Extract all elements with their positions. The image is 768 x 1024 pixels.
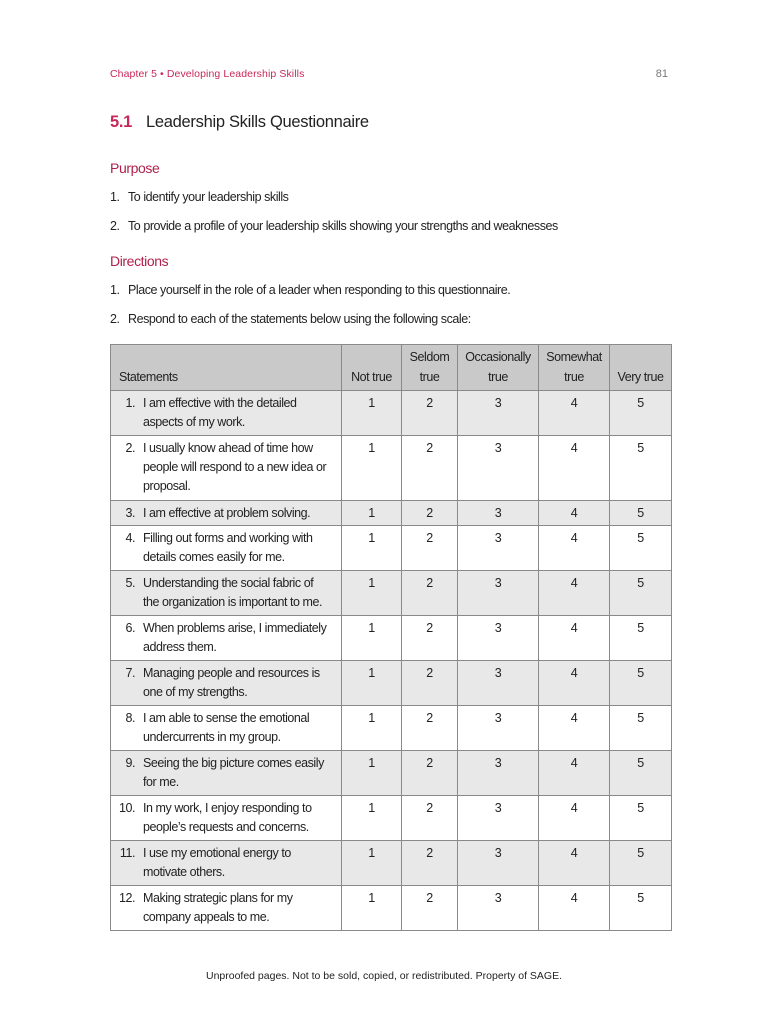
header-line: Seldom [409,350,450,364]
statement-number: 6. [125,621,135,635]
score-somewhat-true: 4 [539,391,610,436]
table-header-row [111,345,672,391]
score-very-true: 5 [610,751,672,796]
statement-text [143,799,312,837]
statement-cell [111,616,342,661]
statement [119,664,337,702]
list-text: Respond to each of the statements below using the following scale: [128,312,471,326]
statement-line: In my work, I enjoy responding to [143,801,312,815]
statement-cell [111,526,342,571]
statement-line: people’s requests and concerns. [143,820,309,834]
score-somewhat-true: 4 [539,841,610,886]
score-very-true: 5 [610,501,672,526]
section-title-text: Leadership Skills Questionnaire [146,113,369,131]
purpose-item-2 [110,219,558,233]
score-occasionally-true: 3 [458,751,539,796]
statement-line: address them. [143,640,217,654]
statement-line: aspects of my work. [143,415,245,429]
statement-number: 8. [125,711,135,725]
statement-number: 11. [119,846,135,860]
statement-cell [111,661,342,706]
score-somewhat-true: 4 [539,571,610,616]
statement-text [143,664,320,702]
statement-number: 5. [125,576,135,590]
header-line: Somewhat [546,350,602,364]
score-occasionally-true: 3 [458,501,539,526]
header-somewhat-true [539,345,610,391]
statement-line: company appeals to me. [143,910,270,924]
directions-item-1 [110,283,510,297]
statement [119,394,337,432]
list-text: To identify your leadership skills [128,190,289,204]
score-occasionally-true: 3 [458,661,539,706]
score-very-true: 5 [610,526,672,571]
statement-line: proposal. [143,479,191,493]
score-very-true: 5 [610,571,672,616]
section-number: 5.1 [110,113,133,131]
statement-number: 1. [125,396,135,410]
statement-line: I use my emotional energy to [143,846,291,860]
purpose-item-1 [110,190,288,204]
statement-cell [111,571,342,616]
header-seldom-true [402,345,458,391]
score-not-true: 1 [342,391,402,436]
statement-line: undercurrents in my group. [143,730,281,744]
table-row [111,751,672,796]
score-somewhat-true: 4 [539,526,610,571]
score-not-true: 1 [342,751,402,796]
table-row [111,886,672,931]
table-row [111,706,672,751]
statement-text [143,394,297,432]
statement-number: 2. [125,441,135,455]
list-number: 2. [110,312,120,326]
header-statements: Statements [111,345,342,391]
statement [119,889,337,927]
table-row [111,841,672,886]
statement-line: Understanding the social fabric of [143,576,314,590]
score-not-true: 1 [342,571,402,616]
score-somewhat-true: 4 [539,661,610,706]
statement-text [143,574,322,612]
statement-line: I usually know ahead of time how [143,441,313,455]
score-occasionally-true: 3 [458,436,539,501]
table-row [111,661,672,706]
statement-cell [111,391,342,436]
statement-cell [111,886,342,931]
score-not-true: 1 [342,796,402,841]
section-title [110,113,369,132]
table-row [111,391,672,436]
score-somewhat-true: 4 [539,796,610,841]
statement-text [143,889,293,927]
statement-line: Making strategic plans for my [143,891,293,905]
score-occasionally-true: 3 [458,616,539,661]
score-very-true: 5 [610,436,672,501]
statement [119,799,337,837]
score-seldom-true: 2 [402,526,458,571]
statement-text [143,754,324,792]
score-occasionally-true: 3 [458,571,539,616]
statement [119,529,337,567]
statement [119,844,337,882]
statement-number: 10. [119,801,136,815]
score-seldom-true: 2 [402,436,458,501]
directions-heading: Directions [110,253,169,269]
header-occasionally-true [458,345,539,391]
score-seldom-true: 2 [402,616,458,661]
score-somewhat-true: 4 [539,616,610,661]
score-very-true: 5 [610,841,672,886]
score-very-true: 5 [610,391,672,436]
table-row [111,571,672,616]
score-not-true: 1 [342,661,402,706]
score-not-true: 1 [342,616,402,661]
statement [119,504,337,523]
statement-line: I am effective with the detailed [143,396,297,410]
score-occasionally-true: 3 [458,841,539,886]
statement-cell [111,436,342,501]
statement-number: 3. [125,506,135,520]
statement-line: Seeing the big picture comes easily [143,756,324,770]
list-text: Place yourself in the role of a leader when responding to this questionnaire. [128,283,511,297]
score-seldom-true: 2 [402,751,458,796]
running-header-chapter: Chapter 5 • Developing Leadership Skills [110,68,305,80]
directions-item-2 [110,312,471,326]
statement-number: 12. [119,891,136,905]
footer-notice: Unproofed pages. Not to be sold, copied, or redistributed. Property of SAGE. [205,970,563,982]
statement-line: motivate others. [143,865,225,879]
score-occasionally-true: 3 [458,706,539,751]
score-seldom-true: 2 [402,886,458,931]
score-occasionally-true: 3 [458,526,539,571]
statement-line: for me. [143,775,179,789]
purpose-heading: Purpose [110,160,160,176]
score-seldom-true: 2 [402,796,458,841]
statement-line: the organization is important to me. [143,595,323,609]
statement-line: When problems arise, I immediately [143,621,327,635]
score-somewhat-true: 4 [539,706,610,751]
header-line: true [488,370,508,384]
statement-text [143,709,309,747]
statement-line: people will respond to a new idea or [143,460,327,474]
header-not-true: Not true [342,345,402,391]
statement-line: Managing people and resources is [143,666,320,680]
table-row [111,436,672,501]
score-somewhat-true: 4 [539,501,610,526]
score-not-true: 1 [342,841,402,886]
statement-text [143,529,313,567]
statement-line: one of my strengths. [143,685,248,699]
score-somewhat-true: 4 [539,886,610,931]
table-row [111,616,672,661]
score-very-true: 5 [610,661,672,706]
questionnaire-body [111,391,672,931]
statement-cell [111,706,342,751]
statement [119,439,337,496]
score-seldom-true: 2 [402,571,458,616]
table-row [111,526,672,571]
score-seldom-true: 2 [402,661,458,706]
statement-line: I am able to sense the emotional [143,711,310,725]
statement-cell [111,841,342,886]
table-row [111,796,672,841]
score-occasionally-true: 3 [458,796,539,841]
table-row [111,501,672,526]
header-very-true: Very true [610,345,672,391]
statement-number: 4. [125,531,135,545]
statement-text [143,504,310,523]
score-not-true: 1 [342,501,402,526]
statement-cell [111,796,342,841]
score-somewhat-true: 4 [539,751,610,796]
header-line: Occasionally [465,350,531,364]
list-number: 2. [110,219,120,233]
score-very-true: 5 [610,616,672,661]
score-not-true: 1 [342,436,402,501]
score-seldom-true: 2 [402,706,458,751]
header-line: true [564,370,584,384]
statement [119,574,337,612]
statement-number: 7. [125,666,135,680]
questionnaire-table [110,344,672,931]
statement-text [143,619,326,657]
header-line: true [419,370,440,384]
score-not-true: 1 [342,526,402,571]
statement-line: I am effective at problem solving. [143,506,311,520]
score-very-true: 5 [610,886,672,931]
score-very-true: 5 [610,706,672,751]
score-seldom-true: 2 [402,841,458,886]
list-number: 1. [110,190,120,204]
page-number: 81 [655,68,668,80]
score-not-true: 1 [342,706,402,751]
statement [119,619,337,657]
statement-line: Filling out forms and working with [143,531,313,545]
score-occasionally-true: 3 [458,391,539,436]
score-seldom-true: 2 [402,391,458,436]
statement-cell [111,751,342,796]
statement-cell [111,501,342,526]
statement [119,754,337,792]
statement-line: details comes easily for me. [143,550,285,564]
score-seldom-true: 2 [402,501,458,526]
statement-text [143,844,291,882]
score-somewhat-true: 4 [539,436,610,501]
score-occasionally-true: 3 [458,886,539,931]
statement-text [143,439,326,496]
list-text: To provide a profile of your leadership skills showing your strengths and weaknesses [128,219,558,233]
statement-number: 9. [125,756,135,770]
score-not-true: 1 [342,886,402,931]
score-very-true: 5 [610,796,672,841]
statement [119,709,337,747]
list-number: 1. [110,283,120,297]
